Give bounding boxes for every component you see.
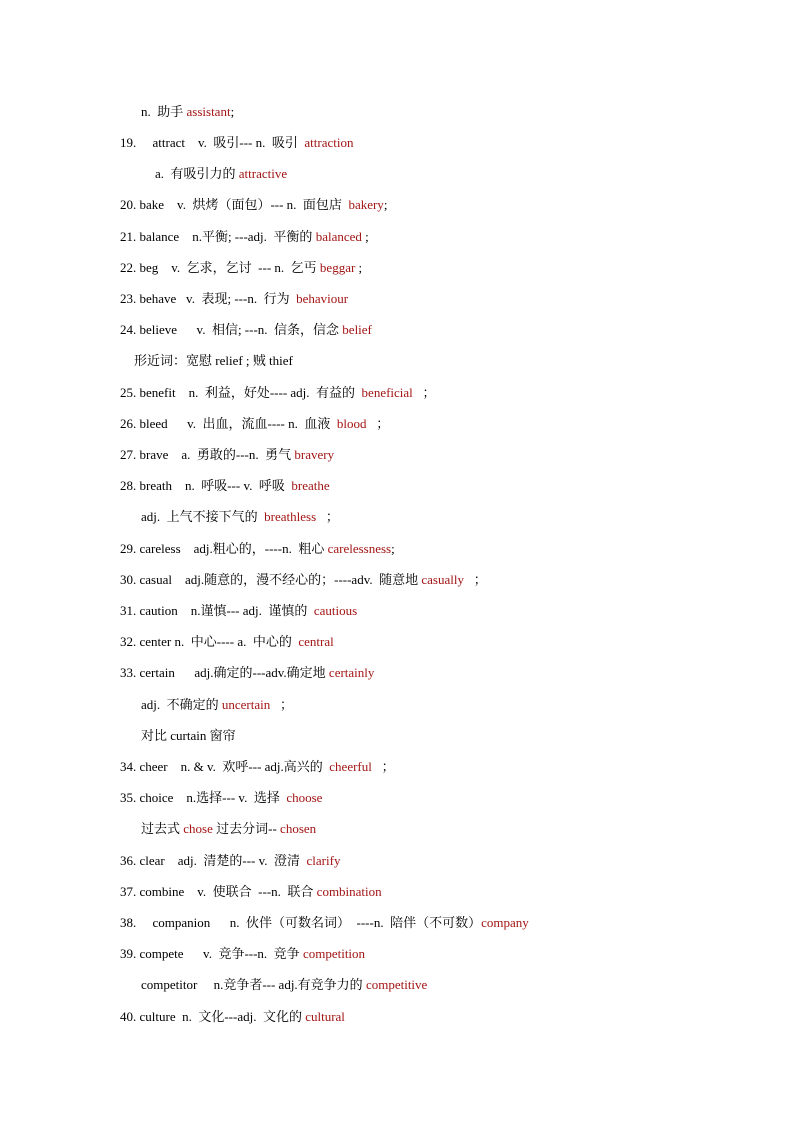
vocab-entry-27 <box>120 447 334 463</box>
answer-word: cautious <box>313 603 358 618</box>
vocab-entry-20 <box>120 197 387 213</box>
answer-word: uncertain <box>221 697 271 712</box>
line-text: ; <box>361 229 369 244</box>
line-text: 27. brave a. 勇敢的---n. 勇气 <box>120 447 295 462</box>
line-text: 28. breath n. 呼吸--- v. 呼吸 <box>120 478 292 493</box>
line-text: 22. beg v. 乞求，乞讨 --- n. 乞丐 <box>120 260 320 275</box>
line-text: a. 有吸引力的 <box>155 166 239 181</box>
vocab-entry-23 <box>120 291 348 307</box>
vocab-entry-24 <box>120 322 372 338</box>
answer-word: bravery <box>294 447 335 462</box>
answer-word: beggar <box>319 260 356 275</box>
line-text: ； <box>316 509 339 524</box>
vocab-line <box>141 821 316 837</box>
line-text: 24. believe v. 相信; ---n. 信条，信念 <box>120 322 343 337</box>
line-text: ； <box>371 759 395 774</box>
vocab-line <box>141 509 339 525</box>
line-text: 19. attract v. 吸引--- n. 吸引 <box>120 135 305 150</box>
vocab-note <box>134 353 293 369</box>
answer-word: competitive <box>365 977 428 992</box>
answer-word: certainly <box>328 665 375 680</box>
vocab-entry-39 <box>120 946 365 962</box>
vocab-line <box>155 166 287 182</box>
answer-word: company <box>481 915 529 930</box>
answer-word: central <box>298 634 334 649</box>
line-text: ; <box>383 197 388 212</box>
line-text: 23. behave v. 表现; ---n. 行为 <box>120 291 297 306</box>
line-text: 20. bake v. 烘烤（面包）--- n. 面包店 <box>120 197 349 212</box>
answer-word: behaviour <box>296 291 349 306</box>
line-text: ； <box>366 416 390 431</box>
vocab-entry-26 <box>120 416 389 432</box>
answer-word: bakery <box>348 197 384 212</box>
vocab-entry-30 <box>120 572 487 588</box>
answer-word: carelessness <box>327 541 392 556</box>
answer-word: chose <box>183 821 213 836</box>
line-text: ; <box>355 260 363 275</box>
line-text: 32. center n. 中心---- a. 中心的 <box>120 634 299 649</box>
line-text: 过去式 <box>141 821 184 836</box>
answer-word: combination <box>316 884 382 899</box>
answer-word: breathless <box>264 509 317 524</box>
vocab-entry-40 <box>120 1009 345 1025</box>
vocab-entry-34 <box>120 759 395 775</box>
line-text: 对比 curtain 窗帘 <box>141 728 236 743</box>
vocab-entry-36 <box>120 853 340 869</box>
line-text: 26. bleed v. 出血，流血---- n. 血液 <box>120 416 337 431</box>
line-text: 38. companion n. 伙伴（可数名词） ----n. 陪伴（不可数） <box>120 915 482 930</box>
vocab-entry-38 <box>120 915 529 931</box>
vocab-entry-37 <box>120 884 382 900</box>
vocab-entry-32 <box>120 634 334 650</box>
vocab-entry-19 <box>120 135 353 151</box>
vocab-line <box>141 977 427 993</box>
line-text: 33. certain adj.确定的---adv.确定地 <box>120 665 329 680</box>
answer-word: breathe <box>291 478 330 493</box>
answer-word: clarify <box>306 853 341 868</box>
line-text: 40. culture n. 文化---adj. 文化的 <box>120 1009 306 1024</box>
answer-word: blood <box>336 416 367 431</box>
line-text: ； <box>412 385 436 400</box>
answer-word: cultural <box>305 1009 345 1024</box>
line-text: 37. combine v. 使联合 ---n. 联合 <box>120 884 317 899</box>
answer-word: assistant <box>186 104 231 119</box>
answer-word: attraction <box>304 135 354 150</box>
line-text: 36. clear adj. 清楚的--- v. 澄清 <box>120 853 307 868</box>
vocab-entry-29 <box>120 541 395 557</box>
line-text: adj. 上气不接下气的 <box>141 509 265 524</box>
line-text: adj. 不确定的 <box>141 697 222 712</box>
vocab-line <box>141 104 234 120</box>
line-text: ; <box>230 104 235 119</box>
line-text: 34. cheer n. & v. 欢呼--- adj.高兴的 <box>120 759 330 774</box>
line-text: 39. compete v. 竞争---n. 竞争 <box>120 946 303 961</box>
line-text: ； <box>270 697 294 712</box>
vocab-entry-28 <box>120 478 330 494</box>
answer-word: chosen <box>280 821 317 836</box>
vocab-line <box>141 697 293 713</box>
answer-word: competition <box>302 946 366 961</box>
line-text: 30. casual adj.随意的，漫不经心的；----adv. 随意地 <box>120 572 422 587</box>
line-text: 35. choice n.选择--- v. 选择 <box>120 790 287 805</box>
line-text: competitor n.竞争者--- adj.有竞争力的 <box>141 977 366 992</box>
vocab-entry-35 <box>120 790 322 806</box>
vocab-note <box>141 728 236 744</box>
answer-word: attractive <box>238 166 288 181</box>
line-text: 过去分词-- <box>212 821 281 836</box>
line-text: ; <box>391 541 395 556</box>
vocab-entry-33 <box>120 665 374 681</box>
vocab-entry-31 <box>120 603 357 619</box>
vocab-entry-25 <box>120 385 436 401</box>
line-text: 31. caution n.谨慎--- adj. 谨慎的 <box>120 603 314 618</box>
answer-word: choose <box>286 790 323 805</box>
answer-word: balanced <box>315 229 362 244</box>
vocab-entry-22 <box>120 260 362 276</box>
vocab-entry-21 <box>120 229 369 245</box>
answer-word: cheerful <box>329 759 372 774</box>
line-text: 形近词：宽慰 relief ; 贼 thief <box>134 353 293 368</box>
answer-word: beneficial <box>361 385 413 400</box>
line-text: 21. balance n.平衡; ---adj. 平衡的 <box>120 229 316 244</box>
line-text: n. 助手 <box>141 104 187 119</box>
line-text: 29. careless adj.粗心的，----n. 粗心 <box>120 541 328 556</box>
answer-word: casually <box>421 572 464 587</box>
answer-word: belief <box>342 322 372 337</box>
line-text: 25. benefit n. 利益，好处---- adj. 有益的 <box>120 385 362 400</box>
line-text: ； <box>463 572 487 587</box>
